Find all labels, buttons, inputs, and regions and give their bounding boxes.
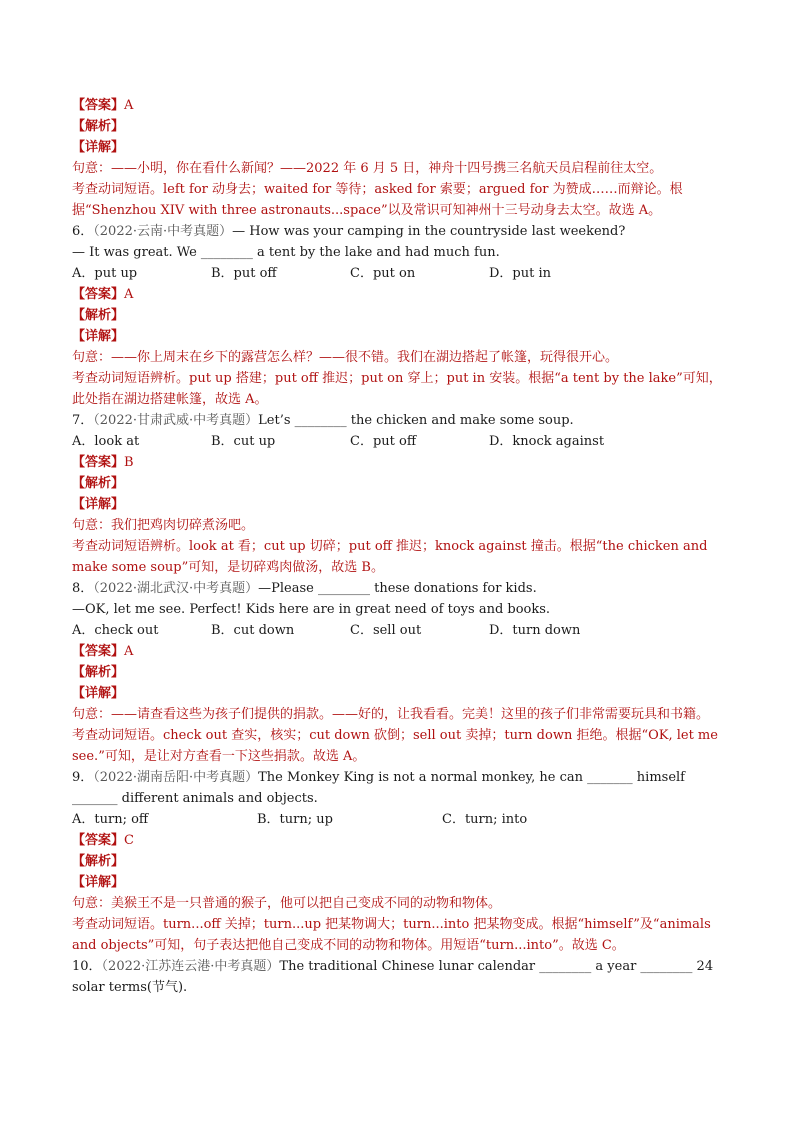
answer-value: B bbox=[124, 455, 134, 470]
q8-answer bbox=[72, 641, 732, 662]
q5-explanation: 考查动词短语。left for 动身去；waited for 等待；asked for 索要；argued for 为赞成……而辩论。根据“Shenzhou XIV with three astronauts...space”以及常识可知神州十三号动身去太空。故选 A。 bbox=[72, 182, 683, 218]
answer-tag: 【答案】 bbox=[72, 455, 125, 470]
question-source: （2022·甘肃武威·中考真题） bbox=[93, 413, 259, 428]
q8-analysis-tag: 【解析】 bbox=[72, 665, 125, 680]
page-content bbox=[72, 95, 732, 998]
q6-meaning: 句意：——你上周末在乡下的露营怎么样？——很不错。我们在湖边搭起了帐篷，玩得很开心。 bbox=[72, 350, 619, 365]
q7-analysis-tag: 【解析】 bbox=[72, 476, 125, 491]
option-a: A．turn; off bbox=[72, 812, 149, 827]
option-c: C．turn; into bbox=[442, 812, 528, 827]
option-c: C．sell out bbox=[350, 623, 422, 638]
q6-answer bbox=[72, 284, 732, 305]
question-stem: The traditional Chinese lunar calendar ________ a year ________ 24 solar terms(节气). bbox=[72, 959, 714, 995]
q6-stem-line1 bbox=[72, 221, 732, 242]
q10-stem bbox=[72, 956, 732, 998]
q6-stem-line2: — It was great. We ________ a tent by the lake and had much fun. bbox=[72, 245, 500, 260]
option-d: D．put in bbox=[489, 266, 552, 281]
option-c: C．put off bbox=[350, 434, 417, 449]
q6-detail-tag: 【详解】 bbox=[72, 329, 125, 344]
option-b: B．cut down bbox=[211, 623, 295, 638]
q7-options bbox=[72, 431, 732, 452]
q5-answer bbox=[72, 95, 732, 116]
option-b: B．cut up bbox=[211, 434, 276, 449]
q6-analysis-tag: 【解析】 bbox=[72, 308, 125, 323]
q8-stem-line1 bbox=[72, 578, 732, 599]
option-b: B．turn; up bbox=[257, 812, 333, 827]
q9-answer bbox=[72, 830, 732, 851]
question-number: 6． bbox=[72, 224, 94, 239]
question-stem: — How was your camping in the countryside last weekend? bbox=[232, 224, 626, 239]
answer-value: A bbox=[124, 644, 134, 659]
question-number: 9． bbox=[72, 770, 94, 785]
q9-options bbox=[72, 809, 732, 830]
q8-stem-line2: —OK, let me see. Perfect! Kids here are in great need of toys and books. bbox=[72, 602, 551, 617]
q5-meaning: 句意：——小明，你在看什么新闻？——2022 年 6 月 5 日，神舟十四号携三名航天员启程前往太空。 bbox=[72, 161, 663, 176]
option-d: D．knock against bbox=[489, 434, 605, 449]
q6-explanation: 考查动词短语辨析。put up 搭建；put off 推迟；put on 穿上；put in 安装。根据“a tent by the lake”可知，此处指在湖边搭建帐篷，故选 A。 bbox=[72, 371, 722, 407]
answer-tag: 【答案】 bbox=[72, 287, 125, 302]
q9-analysis-tag: 【解析】 bbox=[72, 854, 125, 869]
q9-stem bbox=[72, 767, 732, 809]
answer-value: C bbox=[124, 833, 134, 848]
q7-detail-tag: 【详解】 bbox=[72, 497, 125, 512]
q7-answer bbox=[72, 452, 732, 473]
question-stem: The Monkey King is not a normal monkey, he can _______ himself _______ different animals and objects. bbox=[72, 770, 685, 806]
option-c: C．put on bbox=[350, 266, 416, 281]
option-b: B．put off bbox=[211, 266, 277, 281]
question-source: （2022·江苏连云港·中考真题） bbox=[101, 959, 280, 974]
answer-tag: 【答案】 bbox=[72, 833, 125, 848]
question-stem: Let’s ________ the chicken and make some soup. bbox=[258, 413, 574, 428]
q5-analysis-tag: 【解析】 bbox=[72, 119, 125, 134]
q8-options bbox=[72, 620, 732, 641]
option-a: A．check out bbox=[72, 623, 159, 638]
q9-meaning: 句意：美猴王不是一只普通的猴子，他可以把自己变成不同的动物和物体。 bbox=[72, 896, 502, 911]
answer-value: A bbox=[124, 287, 134, 302]
answer-value: A bbox=[124, 98, 134, 113]
option-d: D．turn down bbox=[489, 623, 581, 638]
question-stem: —Please ________ these donations for kids. bbox=[258, 581, 537, 596]
q8-meaning: 句意：——请查看这些为孩子们提供的捐款。——好的，让我看看。完美！这里的孩子们非常需要玩具和书籍。 bbox=[72, 707, 710, 722]
question-source: （2022·云南·中考真题） bbox=[93, 224, 233, 239]
q7-explanation: 考查动词短语辨析。look at 看；cut up 切碎；put off 推迟；knock against 撞击。根据“the chicken and make some soup”可知，是切碎鸡肉做汤，故选 B。 bbox=[72, 539, 708, 575]
question-source: （2022·湖南岳阳·中考真题） bbox=[93, 770, 259, 785]
q8-detail-tag: 【详解】 bbox=[72, 686, 125, 701]
option-a: A．put up bbox=[72, 266, 138, 281]
question-number: 10． bbox=[72, 959, 102, 974]
q8-explanation: 考查动词短语。check out 查实，核实；cut down 砍倒；sell out 卖掉；turn down 拒绝。根据“OK, let me see.”可知，是让对方查看一下这些捐款。故选 A。 bbox=[72, 728, 718, 764]
answer-tag: 【答案】 bbox=[72, 98, 125, 113]
question-number: 7． bbox=[72, 413, 94, 428]
q7-meaning: 句意：我们把鸡肉切碎煮汤吧。 bbox=[72, 518, 255, 533]
option-a: A．look at bbox=[72, 434, 140, 449]
q9-detail-tag: 【详解】 bbox=[72, 875, 125, 890]
question-number: 8． bbox=[72, 581, 94, 596]
q6-options bbox=[72, 263, 732, 284]
q5-detail-tag: 【详解】 bbox=[72, 140, 125, 155]
q7-stem-line1 bbox=[72, 410, 732, 431]
question-source: （2022·湖北武汉·中考真题） bbox=[93, 581, 259, 596]
answer-tag: 【答案】 bbox=[72, 644, 125, 659]
q9-explanation: 考查动词短语。turn...off 关掉；turn...up 把某物调大；turn...into 把某物变成。根据“himself”及“animals and objects”可知，句子表达把他自己变成不同的动物和物体。用短语“turn...into”。故选 C。 bbox=[72, 917, 711, 953]
